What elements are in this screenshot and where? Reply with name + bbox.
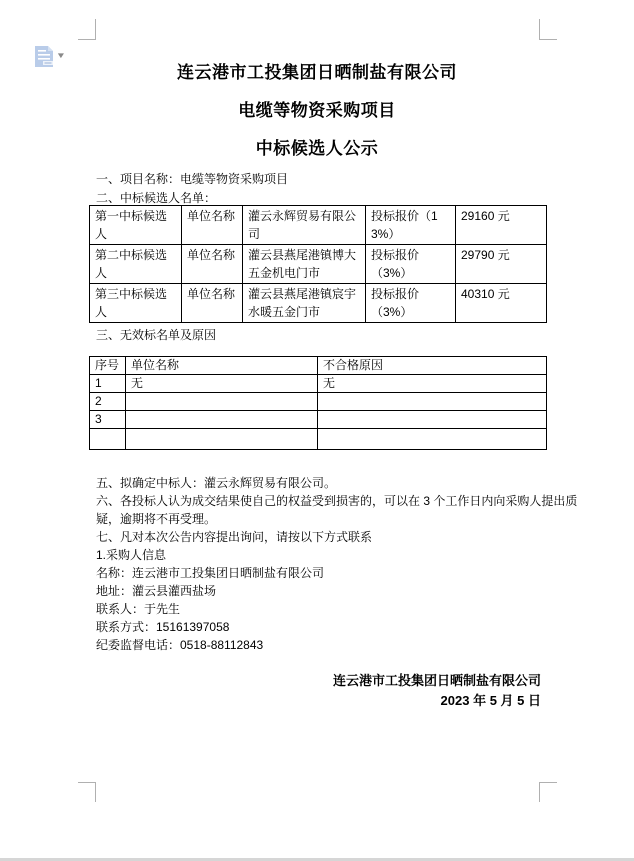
section-item-2: 二、中标候选人名单： [96,191,217,205]
section-item-3: 三、无效标名单及原因 [96,328,217,342]
cell-price-label: 投标报价（3%） [366,245,456,284]
cell-unit [126,411,318,429]
table-row [90,375,547,393]
cell-rank: 第三中标候选人 [90,284,182,323]
lower-paragraphs [96,474,578,654]
cell-rank: 第二中标候选人 [90,245,182,284]
cell-unit-label: 单位名称 [182,284,243,323]
section-item-1: 一、项目名称：电缆等物资采购项目 [96,172,289,186]
table-row [90,411,547,429]
buyer-address: 地址：灌云县灌西盐场 [96,584,217,598]
table-header-row [90,357,547,375]
signature-block [333,671,541,711]
section-item-5: 五、拟确定中标人：灌云永辉贸易有限公司。 [96,476,337,490]
cell-no [90,429,126,450]
cell-price-label: 投标报价（13%） [366,206,456,245]
section-item-6-line2: 疑，逾期将不再受理。 [96,512,217,526]
cell-price: 29160 元 [456,206,547,245]
cell-unit-name: 灌云永辉贸易有限公司 [243,206,366,245]
header-reason: 不合格原因 [318,357,547,375]
header-no: 序号 [90,357,126,375]
table-row [90,429,547,450]
candidates-table [89,205,547,323]
section-item-6-line1: 六、各投标人认为成交结果使自己的权益受到损害的，可以在 3 个工作日内向采购人提出质 [96,494,578,508]
supervision-phone: 纪委监督电话：0518-88112843 [96,638,264,652]
cell-reason [318,411,547,429]
table-row [90,245,547,284]
contact-phone: 联系方式：15161397058 [96,620,230,634]
cell-reason [318,393,547,411]
doc-title-project: 电缆等物资采购项目 [238,101,396,120]
signature-date: 2023 年 5 月 5 日 [440,693,541,708]
cell-unit: 无 [126,375,318,393]
cell-price-label: 投标报价（3%） [366,284,456,323]
buyer-name: 名称：连云港市工投集团日晒制盐有限公司 [96,566,325,580]
cell-price: 40310 元 [456,284,547,323]
table-row [90,393,547,411]
chevron-down-icon: ▼ [55,51,67,60]
cell-no: 3 [90,411,126,429]
doc-title-announcement: 中标候选人公示 [255,139,379,158]
doc-title-company: 连云港市工投集团日晒制盐有限公司 [177,63,457,82]
cell-rank: 第一中标候选人 [90,206,182,245]
cell-unit [126,429,318,450]
cell-unit [126,393,318,411]
buyer-info-heading: 1.采购人信息 [96,548,167,562]
cell-unit-label: 单位名称 [182,206,243,245]
cell-reason: 无 [318,375,547,393]
signature-company: 连云港市工投集团日晒制盐有限公司 [332,673,541,688]
contact-person: 联系人：于先生 [96,602,181,616]
cell-price: 29790 元 [456,245,547,284]
header-unit: 单位名称 [126,357,318,375]
cell-unit-label: 单位名称 [182,245,243,284]
cell-unit-name: 灌云县燕尾港镇宸宇水暖五金门市 [243,284,366,323]
cell-no: 1 [90,375,126,393]
cell-unit-name: 灌云县燕尾港镇博大五金机电门市 [243,245,366,284]
invalid-bids-table [89,356,547,450]
table-row [90,284,547,323]
cell-no: 2 [90,393,126,411]
table-row [90,206,547,245]
section-item-7: 七、凡对本次公告内容提出询问，请按以下方式联系 [96,530,373,544]
cell-reason [318,429,547,450]
